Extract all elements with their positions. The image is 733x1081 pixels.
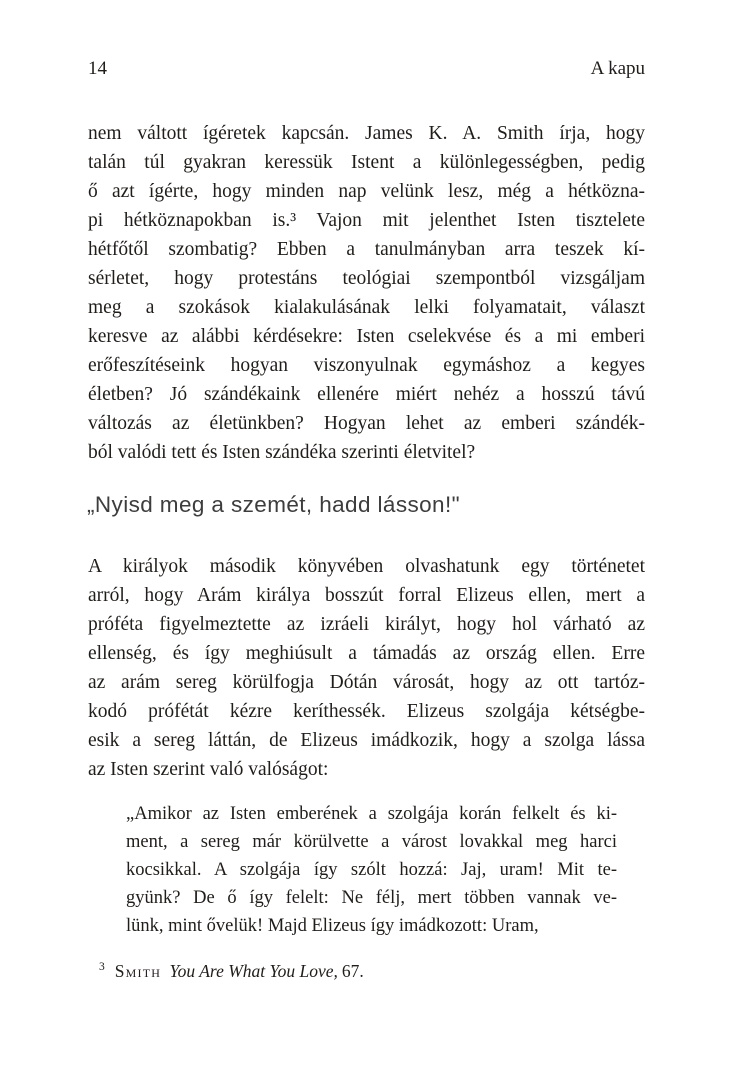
text-line: „Amikor az Isten emberének a szolgája korán felkelt és ki- <box>126 804 617 824</box>
footnote-marker: 3 <box>99 961 105 973</box>
page-number: 14 <box>88 58 107 79</box>
footnote-title: You Are What You Love, <box>169 961 338 981</box>
block-quote <box>126 800 617 940</box>
text-line: arról, hogy Arám királya bosszút forral Elizeus ellen, mert a <box>88 585 645 606</box>
text-line: meg a szokások kialakulásának lelki folyamatait, választ <box>88 297 645 318</box>
text-line: gyünk? De ő így felelt: Ne félj, mert többen vannak ve- <box>126 888 617 908</box>
text-line: erőfeszítéseink hogyan viszonyulnak egymáshoz a kegyes <box>88 355 645 376</box>
footnote <box>99 956 364 982</box>
running-head: A kapu <box>590 58 645 79</box>
text-line: keresve az alábbi kérdésekre: Isten cselekvése és a mi emberi <box>88 326 645 347</box>
section-heading: „Nyisd meg a szemét, hadd lásson!" <box>87 492 460 517</box>
text-line: sérletet, hogy protestáns teológiai szempontból vizsgáljam <box>88 268 645 289</box>
text-line: ellenség, és így meghiúsult a támadás az ország ellen. Erre <box>88 643 645 664</box>
text-line: életben? Jó szándékaink ellenére miért nehéz a hosszú távú <box>88 384 645 405</box>
text-line: nem váltott ígéretek kapcsán. James K. A. Smith írja, hogy <box>88 123 645 144</box>
text-line: kodó prófétát kézre keríthessék. Elizeus szolgája kétségbe- <box>88 701 645 722</box>
text-line: kocsikkal. A szolgája így szólt hozzá: Jaj, uram! Mit te- <box>126 860 617 880</box>
footnote-author: Smith <box>114 961 162 981</box>
paragraph-2 <box>88 552 645 784</box>
text-line: ő azt ígérte, hogy minden nap velünk lesz, még a hétközna- <box>88 181 645 202</box>
text-line: talán túl gyakran keressük Istent a különlegességben, pedig <box>88 152 645 173</box>
text-line: lünk, mint ővelük! Majd Elizeus így imádkozott: Uram, <box>126 916 539 936</box>
page-header <box>88 58 645 80</box>
text-line: hétfőtől szombatig? Ebben a tanulmányban arra teszek kí- <box>88 239 645 260</box>
text-line: az arám sereg körülfogja Dótán városát, hogy az ott tartóz- <box>88 672 645 693</box>
text-line: változás az életünkben? Hogyan lehet az emberi szándék- <box>88 413 645 434</box>
text-line: ment, a sereg már körülvette a várost lovakkal meg harci <box>126 832 617 852</box>
text-line: A királyok második könyvében olvashatunk egy történetet <box>88 556 645 577</box>
text-line: próféta figyelmeztette az izráeli királyt, hogy hol várható az <box>88 614 645 635</box>
text-line: pi hétköznapokban is.³ Vajon mit jelenthet Isten tisztelete <box>88 210 645 231</box>
footnote-page: 67. <box>341 961 364 981</box>
text-line: esik a sereg láttán, de Elizeus imádkozik, hogy a szolga lássa <box>88 730 645 751</box>
text-line: az Isten szerint való valóságot: <box>88 759 329 780</box>
paragraph-1 <box>88 119 645 467</box>
text-line: ból valódi tett és Isten szándéka szerinti életvitel? <box>88 442 476 463</box>
